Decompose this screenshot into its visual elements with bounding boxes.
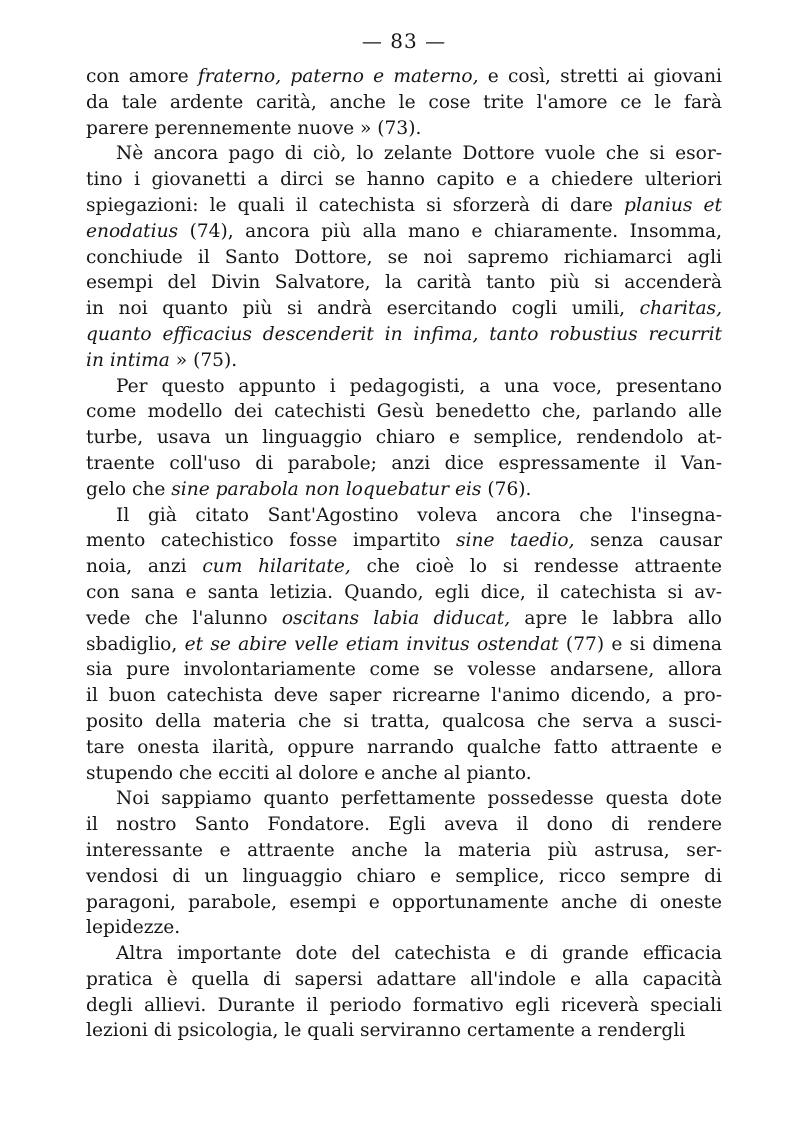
latin-quote: charitas, xyxy=(639,298,722,320)
page-number: — 83 — xyxy=(361,29,447,53)
text-line xyxy=(86,167,722,193)
text-segment: vendosi di un linguaggio chiaro e semplice, ricco sempre di xyxy=(86,865,722,887)
text-segment: tare onesta ilarità, oppure narrando qualche fatto attraente e xyxy=(86,736,722,758)
paragraph xyxy=(86,141,722,373)
text-line xyxy=(86,141,722,167)
text-segment: interessante e attraente anche la materia più astrusa, ser- xyxy=(86,839,722,861)
text-segment: turbe, usava un linguaggio chiaro e semplice, rendendolo at- xyxy=(86,427,722,449)
text-segment: vede che l'alunno xyxy=(86,607,282,629)
text-line xyxy=(86,606,722,632)
text-line xyxy=(86,554,722,580)
text-line xyxy=(86,735,722,761)
text-line xyxy=(86,219,722,245)
text-segment: come modello dei catechisti Gesù benedetto che, parlando alle xyxy=(86,401,722,423)
text-line xyxy=(86,864,722,890)
text-line xyxy=(86,786,722,812)
text-segment: mento catechistico fosse impartito xyxy=(86,530,456,552)
text-segment: senza causar xyxy=(574,530,722,552)
text-segment: Altra importante dote del catechista e di grande efficacia xyxy=(116,943,722,965)
text-segment: gelo che xyxy=(86,478,172,500)
text-segment: lepidezze. xyxy=(86,917,181,939)
text-segment: il nostro Santo Fondatore. Egli aveva il dono di rendere xyxy=(86,814,722,836)
text-line xyxy=(86,838,722,864)
text-segment: con sana e santa letizia. Quando, egli dice, il catechista si av- xyxy=(86,581,722,603)
latin-quote: et se abire velle etiam invitus ostendat xyxy=(184,633,559,655)
text-line xyxy=(86,967,722,993)
text-segment: tino i giovanetti a dirci se hanno capito e a chiedere ulteriori xyxy=(86,169,722,191)
latin-quote: sine taedio, xyxy=(456,530,575,552)
text-line xyxy=(86,399,722,425)
text-segment: » (75). xyxy=(169,349,238,371)
text-line xyxy=(86,116,722,142)
paragraph xyxy=(86,374,722,503)
text-segment: posito della materia che si tratta, qualcosa che serva a susci- xyxy=(86,710,722,732)
latin-quote: fraterno, paterno e materno, xyxy=(197,66,479,87)
text-segment: noia, anzi xyxy=(86,556,203,578)
text-line xyxy=(86,451,722,477)
text-segment: da tale ardente carità, anche le cose trite l'amore ce le farà xyxy=(86,91,722,113)
text-line xyxy=(86,1018,722,1044)
text-line xyxy=(86,348,722,374)
latin-quote: enodatius xyxy=(86,220,179,242)
book-page xyxy=(86,28,722,1044)
text-segment: Noi sappiamo quanto perfettamente possedesse questa dote xyxy=(116,788,722,810)
text-line xyxy=(86,993,722,1019)
text-segment: esempi del Divin Salvatore, la carità tanto più si accenderà xyxy=(86,272,722,294)
text-line xyxy=(86,657,722,683)
text-segment: in noi quanto più si andrà esercitando cogli umili, xyxy=(86,298,640,320)
latin-quote: quanto efficacius descenderit in infima, tanto robustius recurrit xyxy=(86,323,722,345)
text-line xyxy=(86,296,722,322)
text-segment: Nè ancora pago di ciò, lo zelante Dottore vuole che si esor- xyxy=(116,143,722,165)
text-segment: il buon catechista deve saper ricrearne l'animo dicendo, a pro- xyxy=(86,685,722,707)
text-line xyxy=(86,683,722,709)
text-segment: (76). xyxy=(481,478,532,500)
text-line xyxy=(86,374,722,400)
text-line xyxy=(86,64,722,90)
text-segment: Per questo appunto i pedagogisti, a una voce, presentano xyxy=(116,375,722,397)
text-line xyxy=(86,425,722,451)
text-segment: e così, stretti ai giovani xyxy=(478,66,723,87)
text-line xyxy=(86,709,722,735)
text-line xyxy=(86,90,722,116)
text-line xyxy=(86,245,722,271)
paragraph xyxy=(86,503,722,787)
text-line xyxy=(86,632,722,658)
text-segment: pratica è quella di sapersi adattare all'indole e alla capacità xyxy=(86,968,722,990)
body-text xyxy=(86,64,722,1044)
text-segment: con amore xyxy=(86,66,198,87)
text-line xyxy=(86,477,722,503)
text-line xyxy=(86,270,722,296)
text-segment: paragoni, parabole, esempi e opportunamente anche di oneste xyxy=(86,891,722,913)
text-segment: Il già citato Sant'Agostino voleva ancora che l'insegna- xyxy=(116,504,722,526)
text-segment: sia pure involontariamente come se volesse andarsene, allora xyxy=(86,659,722,681)
text-line xyxy=(86,941,722,967)
text-line xyxy=(86,812,722,838)
text-segment: sbadiglio, xyxy=(86,633,185,655)
latin-quote: planius et xyxy=(624,194,722,216)
text-segment: lezioni di psicologia, le quali serviranno certamente a rendergli xyxy=(86,1020,686,1042)
paragraph xyxy=(86,64,722,141)
text-segment: parere perennemente nuove » (73). xyxy=(86,117,422,139)
text-segment: spiegazioni: le quali il catechista si sforzerà di dare xyxy=(86,194,625,216)
text-segment: conchiude il Santo Dottore, se noi sapremo richiamarci agli xyxy=(86,246,722,268)
text-segment: (74), ancora più alla mano e chiaramente. Insomma, xyxy=(178,220,722,242)
latin-quote: oscitans labia diducat, xyxy=(281,607,511,629)
text-line xyxy=(86,915,722,941)
text-line xyxy=(86,528,722,554)
latin-quote: cum hilaritate, xyxy=(202,556,351,578)
text-segment: (77) e si dimena xyxy=(558,633,722,655)
text-line xyxy=(86,890,722,916)
text-segment: degli allievi. Durante il periodo formativo egli riceverà speciali xyxy=(86,994,722,1016)
text-segment: che cioè lo si rendesse attraente xyxy=(350,556,722,578)
latin-quote: sine parabola non loquebatur eis xyxy=(171,478,482,500)
latin-quote: in intima xyxy=(86,349,170,371)
text-segment: traente coll'uso di parabole; anzi dice espressamente il Van- xyxy=(86,452,722,474)
text-segment: apre le labbra allo xyxy=(510,607,722,629)
text-line xyxy=(86,761,722,787)
text-line xyxy=(86,193,722,219)
text-segment: stupendo che ecciti al dolore e anche al pianto. xyxy=(86,762,532,784)
paragraph xyxy=(86,786,722,941)
text-line xyxy=(86,580,722,606)
text-line xyxy=(86,503,722,529)
paragraph xyxy=(86,941,722,1044)
text-line xyxy=(86,322,722,348)
